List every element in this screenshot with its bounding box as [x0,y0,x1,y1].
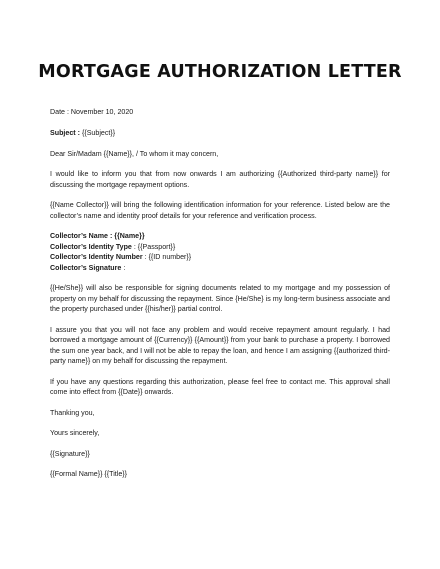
date-value: November 10, 2020 [70,108,134,116]
collector-name-label: Collector’s Name [50,232,108,240]
date-label: Date : [50,108,69,116]
collector-number-row [50,252,390,263]
thanks-line: Thanking you, [50,408,95,417]
salutation: Dear Sir/Madam {{Name}}, / To whom it may concern, [50,149,219,158]
paragraph-responsibility: {{He/She}} will also be responsible for signing documents related to my mortgage and my possession of property on my behalf for discussing the repayment. Since {He/She} is my long-term business associate and the property purchased under {{his/her}} partial control. [50,284,390,313]
signature-placeholder: {{Signature}} [50,449,90,458]
subject-label: Subject : [50,129,80,137]
collector-name-row [50,231,390,242]
closing-line: Yours sincerely, [50,429,100,437]
paragraph-contact: If you have any questions regarding this authorization, please feel free to contact me. This approval shall come into effect from {{Date}} onwards. [50,377,390,396]
formal-name-line: {{Formal Name}} {{Title}} [50,470,128,478]
collector-type-label: Collector’s Identity Type [50,242,132,251]
collector-type-row [50,242,390,253]
subject-line [50,128,390,139]
collector-number-label: Collector’s Identity Number [50,253,143,261]
collector-type-value: : {{Passport}} [133,242,176,251]
collector-signature-label: Collector’s Signature [50,263,122,272]
letter-body [50,107,390,480]
paragraph-identification: {{Name Collector}} will bring the following identification information for your reference. Listed below are the collector’s name and identity proof details for your reference and verification process. [50,201,390,220]
subject-value: {{Subject}} [81,129,116,137]
collector-name-value: : {{Name}} [109,232,145,240]
collector-signature-row [50,263,390,274]
letter-title: MORTGAGE AUTHORIZATION LETTER [38,62,402,82]
collector-signature-value: : [123,263,126,272]
paragraph-assurance: I assure you that you will not face any problem and would receive repayment amount regularly. I had borrowed a mortgage amount of {{Currency}} {{Amount}} from your bank to purchase a property. I borrowed the sum one year back, and I will not be able to repay the loan, and hence I am assigning {{authorized third-party name}} on my behalf for discussing the repayment. [50,325,390,365]
date-line [50,107,390,118]
collector-number-value: : {{ID number}} [144,253,192,261]
paragraph-authorization: I would like to inform you that from now onwards I am authorizing {{Authorized third-party name}} for discussing the mortgage repayment options. [50,170,390,189]
collector-details [50,231,390,273]
